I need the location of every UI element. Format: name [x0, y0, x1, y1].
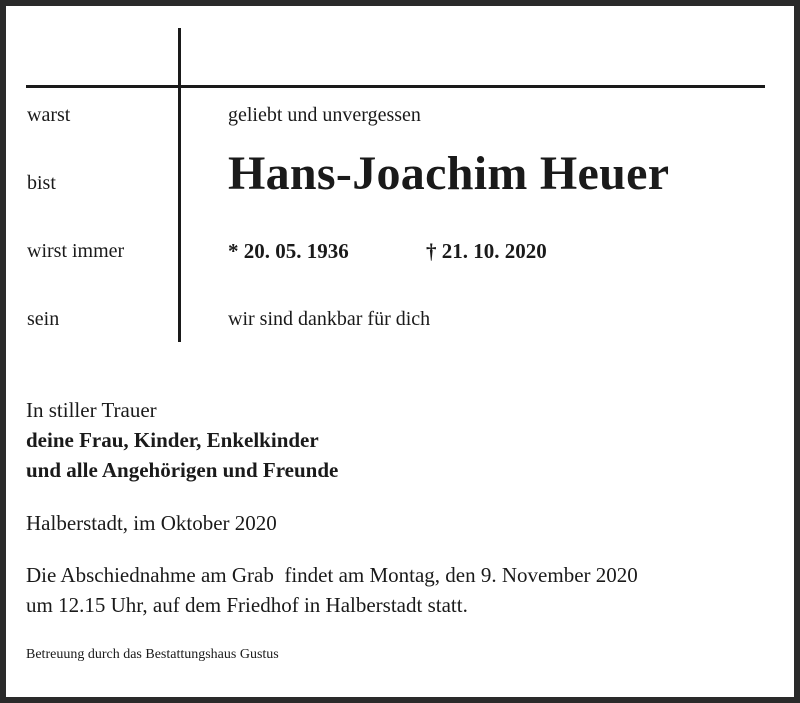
cross-horizontal-bar: [26, 85, 765, 88]
mourning-intro: In stiller Trauer: [26, 398, 157, 422]
obituary-notice: [6, 6, 794, 697]
cross-vertical-bar: [178, 28, 181, 342]
line-beloved: geliebt und unvergessen: [228, 104, 421, 126]
label-warst: warst: [27, 104, 71, 126]
death-date: † 21. 10. 2020: [426, 239, 547, 263]
birth-date: * 20. 05. 1936: [228, 239, 349, 263]
mourning-family-1: deine Frau, Kinder, Enkelkinder: [26, 428, 319, 452]
farewell-line-2: um 12.15 Uhr, auf dem Friedhof in Halberstadt statt.: [26, 593, 468, 617]
line-grateful: wir sind dankbar für dich: [228, 308, 431, 330]
label-bist: bist: [27, 172, 56, 194]
place-date: Halberstadt, im Oktober 2020: [26, 511, 277, 535]
funeral-home-note: Betreuung durch das Bestattungshaus Gustus: [26, 647, 279, 662]
label-wirst-immer: wirst immer: [27, 240, 125, 262]
farewell-line-1: Die Abschiednahme am Grab findet am Montag, den 9. November 2020: [26, 563, 638, 587]
mourning-family-2: und alle Angehörigen und Freunde: [26, 458, 339, 482]
label-sein: sein: [27, 308, 60, 330]
deceased-name: Hans-Joachim Heuer: [228, 147, 670, 200]
